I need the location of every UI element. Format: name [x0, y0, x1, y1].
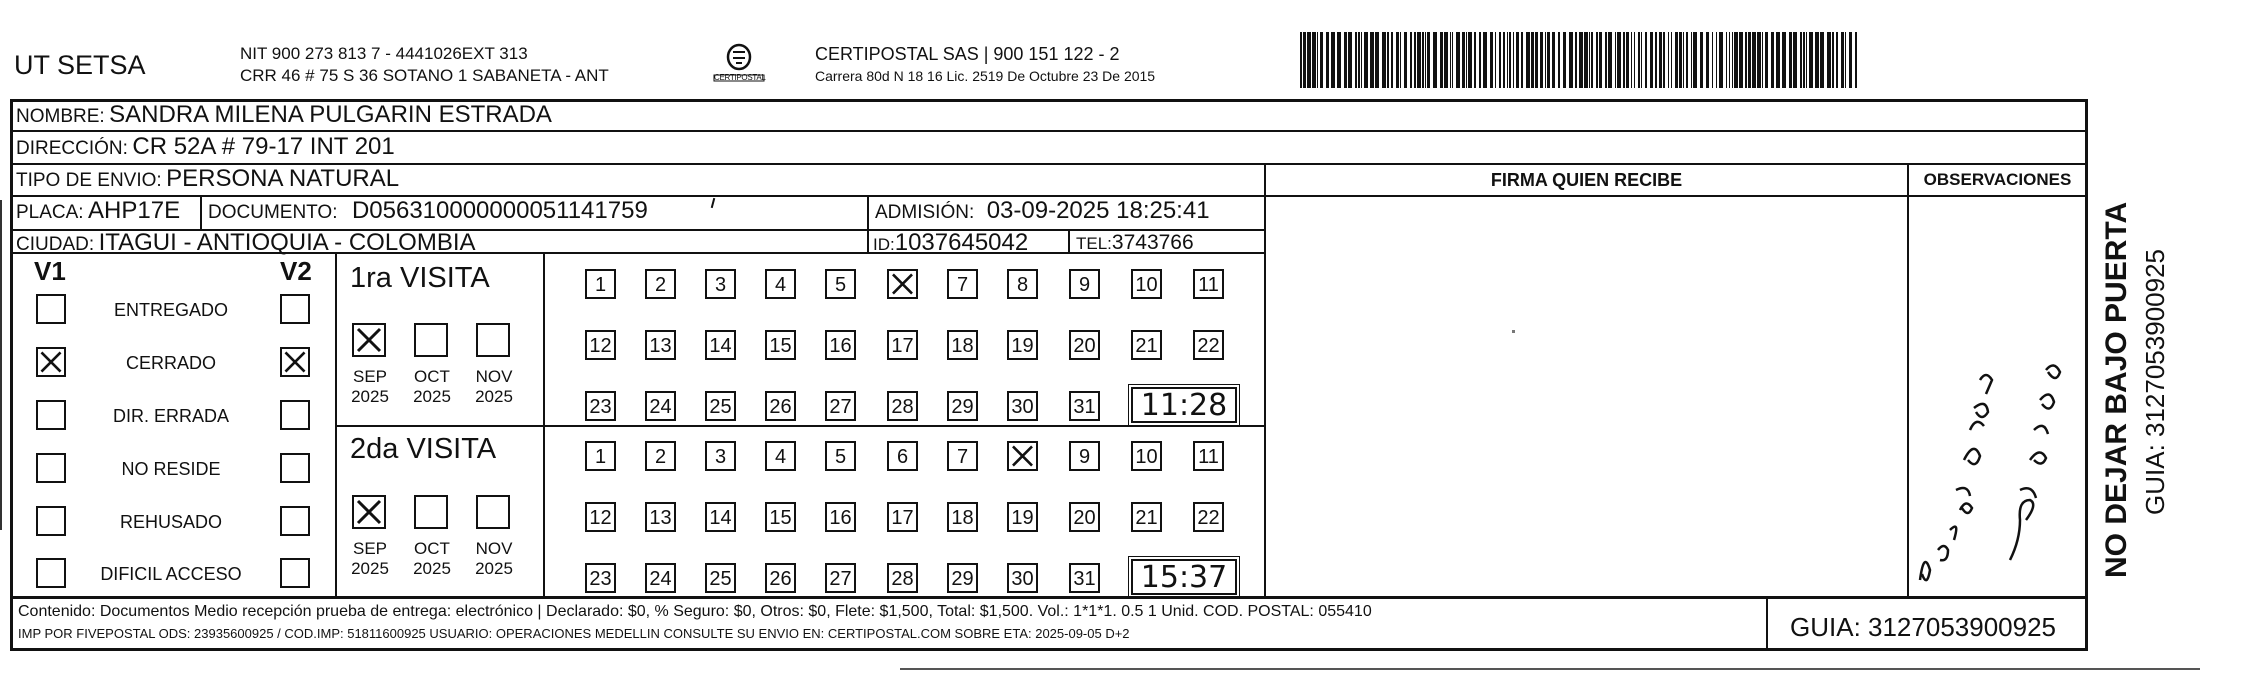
ciudad-value: ITAGUI - ANTIOQUIA - COLOMBIA	[98, 229, 476, 256]
barcode-bar	[1404, 32, 1407, 88]
barcode-bar	[1312, 32, 1316, 88]
v2-checkbox-5[interactable]	[280, 506, 310, 536]
visit-1-day-29[interactable]: 29	[947, 391, 978, 421]
v2-checkbox-6[interactable]	[280, 558, 310, 588]
barcode-bar	[1579, 32, 1583, 88]
barcode-bar	[1450, 32, 1451, 88]
barcode-bar	[1617, 32, 1621, 88]
barcode-bar	[1414, 32, 1416, 88]
visit-1-day-30[interactable]: 30	[1007, 391, 1038, 421]
placa-value: AHP17E	[88, 197, 181, 224]
barcode-bar	[1845, 32, 1846, 88]
row-direccion	[16, 133, 395, 161]
visit-1-month-box-2[interactable]	[414, 323, 448, 357]
barcode	[1300, 32, 1860, 88]
barcode-bar	[1748, 32, 1751, 88]
visit-1-day-14[interactable]: 14	[705, 330, 736, 360]
visit-1-month-label-1: SEP	[352, 367, 388, 386]
barcode-bar	[1569, 32, 1573, 88]
barcode-bar	[1452, 32, 1453, 88]
visit-2-year-label-1: 2025	[351, 559, 389, 578]
barcode-bar	[1396, 32, 1399, 88]
visit-2-day-14[interactable]: 14	[705, 502, 736, 532]
barcode-bar	[1375, 32, 1379, 88]
v2-checkbox-1[interactable]	[280, 294, 310, 324]
barcode-bar	[1507, 32, 1508, 88]
id-value: 1037645042	[894, 229, 1029, 256]
barcode-bar	[1584, 32, 1588, 88]
visit-2-day-20[interactable]: 20	[1069, 502, 1100, 532]
visit-1-year-label-3: 2025	[475, 387, 513, 406]
visit-2-day-11[interactable]: 11	[1193, 441, 1224, 471]
visit-2-month-label-3: NOV	[475, 539, 513, 558]
visit-2-day-18[interactable]: 18	[947, 502, 978, 532]
visit-2-day-3[interactable]: 3	[705, 441, 736, 471]
barcode-bar	[1427, 32, 1430, 88]
barcode-bar	[1655, 32, 1657, 88]
barcode-bar	[1382, 32, 1386, 88]
visit-2-day-24[interactable]: 24	[645, 563, 676, 593]
visit-1-day-18[interactable]: 18	[947, 330, 978, 360]
barcode-bar	[1809, 32, 1813, 88]
barcode-bar	[1558, 32, 1560, 88]
barcode-bar	[1739, 32, 1743, 88]
placa-label: PLACA:	[16, 202, 84, 223]
visit-2-day-13[interactable]: 13	[645, 502, 676, 532]
row-documento	[208, 197, 648, 225]
barcode-bar	[1521, 32, 1523, 88]
admision-label: ADMISIÓN:	[875, 202, 975, 223]
visit-1-day-15[interactable]: 15	[765, 330, 796, 360]
barcode-bar	[1827, 32, 1831, 88]
barcode-bar	[1800, 32, 1802, 88]
barcode-bar	[1789, 32, 1792, 88]
barcode-bar	[1832, 32, 1834, 88]
barcode-bar	[1479, 32, 1481, 88]
visit-1-day-6[interactable]	[887, 269, 918, 299]
v1-header: V1	[34, 256, 66, 286]
visit-1-year-label-1: 2025	[351, 387, 389, 406]
no-dejar-bajo-puerta: NO DEJAR BAJO PUERTA	[2100, 201, 2133, 578]
edge-line	[0, 200, 2, 530]
visit-1-title: 1ra VISITA	[350, 262, 490, 294]
barcode-bar	[1599, 32, 1602, 88]
certipostal-line-2: Carrera 80d N 18 16 Lic. 2519 De Octubre 23 De 2015	[815, 68, 1156, 84]
barcode-bar	[1634, 32, 1635, 88]
visit-1-day-5[interactable]: 5	[825, 269, 856, 299]
barcode-bar	[1596, 32, 1598, 88]
barcode-bar	[1462, 32, 1465, 88]
visit-2-day-15[interactable]: 15	[765, 502, 796, 532]
barcode-bar	[1499, 32, 1501, 88]
row-tipo	[16, 165, 399, 193]
barcode-bar	[1683, 32, 1684, 88]
firma-header: FIRMA QUIEN RECIBE	[1490, 170, 1683, 190]
visit-2-day-26[interactable]: 26	[765, 563, 796, 593]
visit-2-day-25[interactable]: 25	[705, 563, 736, 593]
barcode-bar	[1348, 32, 1352, 88]
barcode-bar	[1466, 32, 1467, 88]
visit-1-day-10[interactable]: 10	[1131, 269, 1162, 299]
visit-2-month-box-3[interactable]	[476, 495, 510, 529]
row-ciudad	[16, 229, 476, 257]
visit-1-day-13[interactable]: 13	[645, 330, 676, 360]
barcode-bar	[1422, 32, 1424, 88]
barcode-bar	[1641, 32, 1642, 88]
side-guia: GUIA: 3127053900925	[2140, 249, 2170, 515]
barcode-bar	[1444, 32, 1448, 88]
barcode-bar	[1344, 32, 1347, 88]
visit-1-month-box-3[interactable]	[476, 323, 510, 357]
barcode-bar	[1631, 32, 1632, 88]
visit-2-day-16[interactable]: 16	[825, 502, 856, 532]
barcode-bar	[1815, 32, 1819, 88]
barcode-bar	[1317, 32, 1318, 88]
visit-1-day-26[interactable]: 26	[765, 391, 796, 421]
barcode-bar	[1765, 32, 1768, 88]
visit-1-year-label-2: 2025	[413, 387, 451, 406]
barcode-bar	[1675, 32, 1678, 88]
observaciones-handwriting	[1910, 260, 2086, 590]
barcode-bar	[1361, 32, 1362, 88]
visit-2-month-box-2[interactable]	[414, 495, 448, 529]
row-placa	[16, 197, 180, 225]
tel-value: 3743766	[1111, 231, 1194, 254]
certipostal-logo	[706, 42, 772, 86]
visit-1-day-1[interactable]: 1	[585, 269, 616, 299]
nombre-label: NOMBRE:	[16, 106, 105, 127]
tipo-value: PERSONA NATURAL	[166, 165, 400, 192]
barcode-bar	[1563, 32, 1566, 88]
visit-1-day-8[interactable]: 8	[1007, 269, 1038, 299]
certipostal-line-1: CERTIPOSTAL SAS | 900 151 122 - 2	[815, 44, 1120, 64]
company-name: UT SETSA	[14, 50, 146, 80]
row-nombre	[16, 101, 552, 129]
barcode-bar	[1490, 32, 1493, 88]
barcode-bar	[1608, 32, 1612, 88]
barcode-bar	[1410, 32, 1412, 88]
visit-2-day-12[interactable]: 12	[585, 502, 616, 532]
barcode-bar	[1358, 32, 1360, 88]
barcode-bar	[1693, 32, 1697, 88]
visit-2-day-19[interactable]: 19	[1007, 502, 1038, 532]
barcode-bar	[1540, 32, 1543, 88]
footer-contenido: Contenido: Documentos Medio recepción prueba de entrega: electrónico | Declarado: $0, % Seguro: $0, Otros: $0, Flete: $1,500, Total: $1,500. Vol.: 1*1*1. 0.5 1 Unid. COD. POSTAL: 055410	[18, 603, 1372, 620]
v2-checkbox-2[interactable]	[280, 347, 310, 377]
barcode-bar	[1626, 32, 1629, 88]
barcode-bar	[1745, 32, 1747, 88]
visit-2-year-label-3: 2025	[475, 559, 513, 578]
visit-2-day-8[interactable]	[1007, 441, 1038, 471]
visit-1-day-27[interactable]: 27	[825, 391, 856, 421]
visit-1-month-label-2: OCT	[414, 367, 450, 386]
visit-2-day-27[interactable]: 27	[825, 563, 856, 593]
status-label-6: DIFICIL ACCESO	[100, 564, 242, 584]
visit-2-day-5[interactable]: 5	[825, 441, 856, 471]
visit-2-day-10[interactable]: 10	[1131, 441, 1162, 471]
barcode-bar	[1663, 32, 1665, 88]
barcode-bar	[1300, 32, 1302, 88]
visit-1-day-16[interactable]: 16	[825, 330, 856, 360]
barcode-bar	[1841, 32, 1844, 88]
barcode-bar	[1855, 32, 1857, 88]
barcode-bar	[1623, 32, 1625, 88]
barcode-bar	[1776, 32, 1780, 88]
barcode-bar	[1400, 32, 1401, 88]
barcode-bar	[1752, 32, 1756, 88]
barcode-bar	[1671, 32, 1672, 88]
barcode-bar	[1782, 32, 1786, 88]
nombre-value: SANDRA MILENA PULGARIN ESTRADA	[109, 101, 552, 128]
visit-1-day-21[interactable]: 21	[1131, 330, 1162, 360]
firma-dot	[1512, 330, 1515, 333]
barcode-bar	[1719, 32, 1723, 88]
status-label-5: REHUSADO	[119, 512, 222, 532]
barcode-bar	[1509, 32, 1511, 88]
visit-2-day-29[interactable]: 29	[947, 563, 978, 593]
barcode-bar	[1355, 32, 1357, 88]
barcode-bar	[1326, 32, 1329, 88]
barcode-bar	[1686, 32, 1688, 88]
visit-1-day-11[interactable]: 11	[1193, 269, 1224, 299]
footer-imp: IMP POR FIVEPOSTAL ODS: 23935600925 / COD.IMP: 51811600925 USUARIO: OPERACIONES MEDELLIN CONSULTE SU ENVIO EN: CERTIPOSTAL.COM SOBRE ETA: 2025-09-05 D+2	[18, 626, 1130, 641]
barcode-bar	[1331, 32, 1335, 88]
row-id	[873, 229, 1028, 257]
v2-header: V2	[280, 256, 312, 286]
logo-text: CERTIPOSTAL	[714, 73, 766, 82]
barcode-bar	[1483, 32, 1487, 88]
visit-2-day-21[interactable]: 21	[1131, 502, 1162, 532]
barcode-bar	[1650, 32, 1653, 88]
barcode-bar	[1762, 32, 1763, 88]
visit-2-day-7[interactable]: 7	[947, 441, 978, 471]
visit-2-day-28[interactable]: 28	[887, 563, 918, 593]
barcode-bar	[1615, 32, 1616, 88]
barcode-bar	[1547, 32, 1550, 88]
barcode-bar	[1575, 32, 1577, 88]
visit-1-time[interactable]: 11:28	[1131, 387, 1237, 423]
visit-2-day-23[interactable]: 23	[585, 563, 616, 593]
barcode-bar	[1659, 32, 1662, 88]
visit-2-title: 2da VISITA	[350, 433, 497, 465]
barcode-bar	[1757, 32, 1761, 88]
id-label: ID:	[873, 235, 895, 254]
barcode-bar	[1320, 32, 1323, 88]
barcode-bar	[1716, 32, 1717, 88]
tel-label: TEL:	[1076, 234, 1112, 253]
observaciones-header: OBSERVACIONES	[1923, 170, 2072, 189]
barcode-bar	[1771, 32, 1774, 88]
barcode-bar	[1803, 32, 1805, 88]
barcode-bar	[1552, 32, 1555, 88]
status-label-3: DIR. ERRADA	[112, 406, 229, 426]
v2-checkbox-4[interactable]	[280, 453, 310, 483]
visit-1-day-19[interactable]: 19	[1007, 330, 1038, 360]
status-label-2: CERRADO	[125, 353, 216, 373]
barcode-bar	[1526, 32, 1530, 88]
visit-1-day-12[interactable]: 12	[585, 330, 616, 360]
visit-1-day-24[interactable]: 24	[645, 391, 676, 421]
barcode-bar	[1734, 32, 1738, 88]
visit-1-month-label-3: NOV	[475, 367, 513, 386]
barcode-bar	[1535, 32, 1538, 88]
barcode-bar	[1516, 32, 1519, 88]
barcode-bar	[1591, 32, 1593, 88]
visit-2-day-17[interactable]: 17	[887, 502, 918, 532]
visit-1-day-31[interactable]: 31	[1069, 391, 1100, 421]
visit-1-day-23[interactable]: 23	[585, 391, 616, 421]
visit-1-day-20[interactable]: 20	[1069, 330, 1100, 360]
visit-2-day-22[interactable]: 22	[1193, 502, 1224, 532]
barcode-bar	[1391, 32, 1393, 88]
visit-2-month-box-1[interactable]	[352, 495, 386, 529]
tipo-label: TIPO DE ENVIO:	[16, 170, 162, 191]
direccion-value: CR 52A # 79-17 INT 201	[132, 133, 395, 160]
footer-guia: GUIA: 3127053900925	[1790, 612, 2056, 642]
barcode-bar	[1700, 32, 1703, 88]
visit-2-month-label-2: OCT	[414, 539, 450, 558]
visit-2-month-label-1: SEP	[352, 539, 388, 558]
v2-checkbox-3[interactable]	[280, 400, 310, 430]
barcode-bar	[1691, 32, 1692, 88]
visit-1-day-4[interactable]: 4	[765, 269, 796, 299]
barcode-bar	[1370, 32, 1374, 88]
documento-value: D056310000000051141759	[351, 197, 648, 224]
visit-2-day-31[interactable]: 31	[1069, 563, 1100, 593]
barcode-bar	[1531, 32, 1534, 88]
barcode-bar	[1726, 32, 1727, 88]
visit-1-day-2[interactable]: 2	[645, 269, 676, 299]
visit-1-day-17[interactable]: 17	[887, 330, 918, 360]
ciudad-label: CIUDAD:	[16, 234, 95, 255]
barcode-bar	[1307, 32, 1311, 88]
barcode-bar	[1836, 32, 1838, 88]
barcode-bar	[1513, 32, 1514, 88]
barcode-bar	[1729, 32, 1730, 88]
visit-1-day-28[interactable]: 28	[887, 391, 918, 421]
barcode-bar	[1456, 32, 1460, 88]
direccion-label: DIRECCIÓN:	[16, 138, 128, 159]
nit-line: NIT 900 273 813 7 - 4441026EXT 313	[240, 44, 528, 63]
barcode-bar	[1417, 32, 1421, 88]
barcode-bar	[1712, 32, 1713, 88]
row-admision	[875, 197, 1210, 225]
address-line: CRR 46 # 75 S 36 SOTANO 1 SABANETA - ANT	[240, 66, 609, 85]
barcode-bar	[1706, 32, 1709, 88]
barcode-bar	[1849, 32, 1852, 88]
visit-2-day-4[interactable]: 4	[765, 441, 796, 471]
barcode-bar	[1440, 32, 1443, 88]
admision-value: 03-09-2025 18:25:41	[986, 197, 1210, 224]
barcode-bar	[1337, 32, 1341, 88]
row-tel	[1076, 231, 1194, 255]
visit-1-day-7[interactable]: 7	[947, 269, 978, 299]
barcode-bar	[1364, 32, 1368, 88]
barcode-bar	[1806, 32, 1807, 88]
barcode-bar	[1645, 32, 1647, 88]
barcode-bar	[1303, 32, 1306, 88]
visit-1-day-22[interactable]: 22	[1193, 330, 1224, 360]
barcode-bar	[1638, 32, 1640, 88]
barcode-bar	[1545, 32, 1546, 88]
visit-2-day-6[interactable]: 6	[887, 441, 918, 471]
barcode-bar	[1495, 32, 1496, 88]
visit-1-day-3[interactable]: 3	[705, 269, 736, 299]
barcode-bar	[1668, 32, 1669, 88]
visit-2-day-2[interactable]: 2	[645, 441, 676, 471]
barcode-bar	[1679, 32, 1682, 88]
barcode-bar	[1474, 32, 1476, 88]
visit-2-day-30[interactable]: 30	[1007, 563, 1038, 593]
barcode-bar	[1820, 32, 1824, 88]
barcode-bar	[1589, 32, 1590, 88]
bottom-line	[900, 668, 2200, 670]
visit-1-month-box-1[interactable]	[352, 323, 386, 357]
visit-2-time[interactable]: 15:37	[1131, 559, 1237, 595]
visit-2-day-1[interactable]: 1	[585, 441, 616, 471]
visit-2-year-label-2: 2025	[413, 559, 451, 578]
visit-1-day-9[interactable]: 9	[1069, 269, 1100, 299]
documento-label: DOCUMENTO:	[208, 202, 338, 223]
barcode-bar	[1433, 32, 1437, 88]
barcode-bar	[1387, 32, 1389, 88]
status-label-1: ENTREGADO	[113, 300, 228, 320]
barcode-bar	[1468, 32, 1472, 88]
barcode-bar	[1503, 32, 1505, 88]
visit-2-day-9[interactable]: 9	[1069, 441, 1100, 471]
visit-1-day-25[interactable]: 25	[705, 391, 736, 421]
barcode-bar	[1732, 32, 1733, 88]
barcode-bar	[1425, 32, 1426, 88]
barcode-bar	[1605, 32, 1607, 88]
barcode-bar	[1793, 32, 1797, 88]
status-label-4: NO RESIDE	[121, 459, 221, 479]
